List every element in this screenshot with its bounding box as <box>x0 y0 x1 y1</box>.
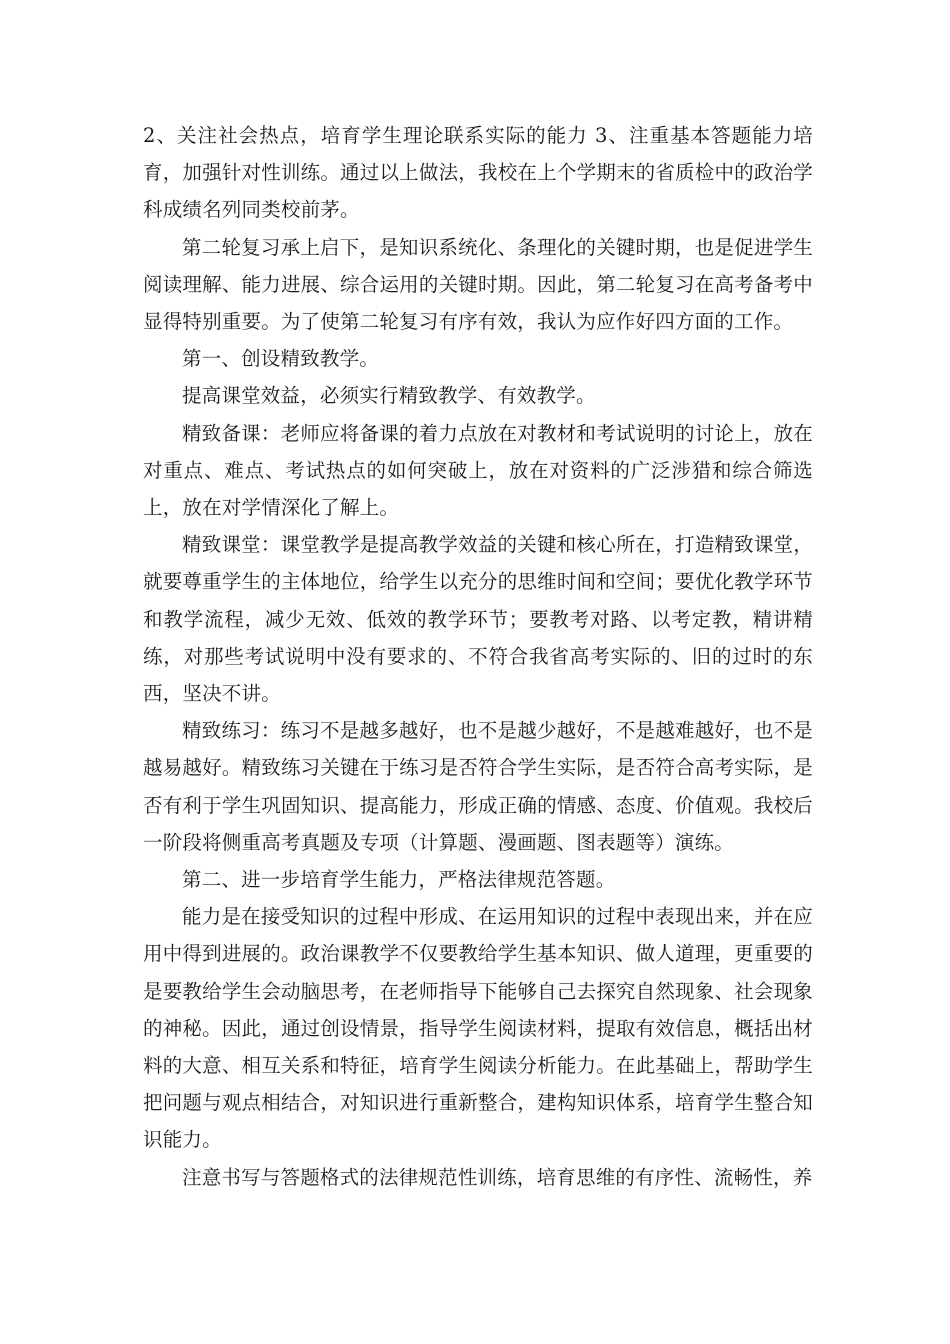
paragraph-refined-practice: 精致练习：练习不是越多越好，也不是越少越好，不是越难越好，也不是越易越好。精致练习关键在于练习是否符合学生实际，是否符合高考实际，是否有利于学生巩固知识、提高能力，形成正确的情感、态度、价值观。我校后一阶段将侧重高考真题及专项（计算题、漫画题、图表题等）演练。 <box>143 719 813 854</box>
paragraph-second-round-review: 第二轮复习承上启下，是知识系统化、条理化的关键时期，也是促进学生阅读理解、能力进展、综合运用的关键时期。因此，第二轮复习在高考备考中显得特别重要。为了使第二轮复习有序有效，我认为应作好四方面的工作。 <box>143 235 813 334</box>
paragraph-hotspots-continuation: 2、关注社会热点，培育学生理论联系实际的能力 3、注重基本答题能力培育，加强针对性训练。通过以上做法，我校在上个学期末的省质检中的政治学科成绩名列同类校前茅。 <box>143 124 813 222</box>
paragraph-classroom-efficiency: 提高课堂效益，必须实行精致教学、有效教学。 <box>182 384 596 408</box>
document-body <box>143 117 813 1196</box>
paragraph-refined-classroom: 精致课堂：课堂教学是提高教学效益的关键和核心所在，打造精致课堂，就要尊重学生的主体地位，给学生以充分的思维时间和空间；要优化教学环节和教学流程，减少无效、低效的教学环节；要教考对路、以考定教，精讲精练，对那些考试说明中没有要求的、不符合我省高考实际的、旧的过时的东西，坚决不讲。 <box>143 533 813 706</box>
heading-second-student-ability: 第二、进一步培育学生能力，严格法律规范答题。 <box>182 868 616 892</box>
paragraph-writing-format: 注意书写与答题格式的法律规范性训练，培育思维的有序性、流畅性，养 <box>182 1165 813 1189</box>
paragraph-ability-development: 能力是在接受知识的过程中形成、在运用知识的过程中表现出来，并在应用中得到进展的。政治课教学不仅要教给学生基本知识、做人道理，更重要的是要教给学生会动脑思考，在老师指导下能够自己去探究自然现象、社会现象的神秘。因此，通过创设情景，指导学生阅读材料，提取有效信息，概括出材料的大意、相互关系和特征，培育学生阅读分析能力。在此基础上，帮助学生把问题与观点相结合，对知识进行重新整合，建构知识体系，培育学生整合知识能力。 <box>143 905 813 1152</box>
heading-first-refined-teaching: 第一、创设精致教学。 <box>182 347 380 371</box>
paragraph-refined-lesson-prep: 精致备课：老师应将备课的着力点放在对教材和考试说明的讨论上，放在对重点、难点、考试热点的如何突破上，放在对资料的广泛涉猎和综合筛选上，放在对学情深化了解上。 <box>143 421 813 520</box>
